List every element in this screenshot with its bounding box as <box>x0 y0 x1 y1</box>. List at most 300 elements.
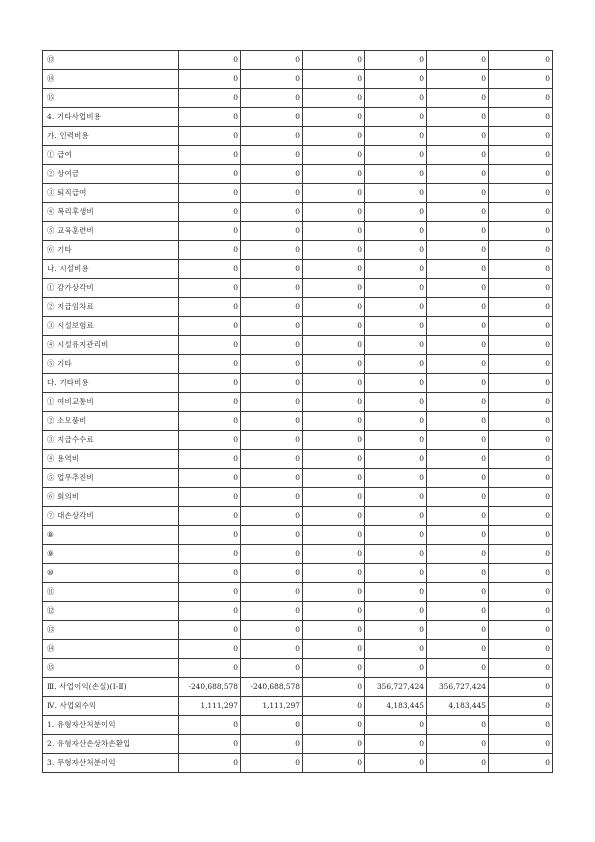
amount-cell: 0 <box>179 564 241 583</box>
amount-cell: 0 <box>365 621 427 640</box>
amount-cell: 0 <box>241 659 303 678</box>
amount-cell: 0 <box>489 222 553 241</box>
amount-cell: 0 <box>427 241 489 260</box>
table-row <box>43 393 553 412</box>
amount-cell: -240,688,578 <box>179 678 241 697</box>
amount-cell: 0 <box>179 146 241 165</box>
amount-cell: 0 <box>427 507 489 526</box>
amount-cell: 0 <box>241 469 303 488</box>
amount-cell: 0 <box>241 336 303 355</box>
table-row <box>43 697 553 716</box>
row-label: ③ 지급수수료 <box>43 431 179 450</box>
amount-cell: 0 <box>365 108 427 127</box>
amount-cell: 0 <box>303 659 365 678</box>
amount-cell: 0 <box>179 507 241 526</box>
table-row <box>43 716 553 735</box>
amount-cell: 0 <box>427 393 489 412</box>
amount-cell: 0 <box>489 469 553 488</box>
amount-cell: 0 <box>241 526 303 545</box>
amount-cell: 0 <box>241 431 303 450</box>
row-label: ④ 용역비 <box>43 450 179 469</box>
amount-cell: 0 <box>427 526 489 545</box>
amount-cell: 0 <box>489 51 553 70</box>
table-row <box>43 488 553 507</box>
amount-cell: 0 <box>179 70 241 89</box>
table-row <box>43 678 553 697</box>
amount-cell: 0 <box>365 89 427 108</box>
amount-cell: 0 <box>303 526 365 545</box>
amount-cell: 0 <box>427 317 489 336</box>
amount-cell: 0 <box>241 621 303 640</box>
table-row <box>43 51 553 70</box>
amount-cell: 0 <box>489 260 553 279</box>
table-row <box>43 127 553 146</box>
amount-cell: 0 <box>427 298 489 317</box>
amount-cell: 0 <box>303 355 365 374</box>
amount-cell: 0 <box>365 412 427 431</box>
row-label: 3. 무형자산처분이익 <box>43 754 179 773</box>
amount-cell: 0 <box>489 564 553 583</box>
amount-cell: 0 <box>303 716 365 735</box>
amount-cell: 0 <box>303 89 365 108</box>
amount-cell: 0 <box>365 127 427 146</box>
amount-cell: 0 <box>303 108 365 127</box>
table-row <box>43 469 553 488</box>
amount-cell: 0 <box>365 146 427 165</box>
amount-cell: 0 <box>489 70 553 89</box>
amount-cell: 0 <box>179 526 241 545</box>
amount-cell: 0 <box>427 146 489 165</box>
row-label: Ⅳ. 사업외수익 <box>43 697 179 716</box>
amount-cell: 0 <box>303 393 365 412</box>
amount-cell: 0 <box>365 735 427 754</box>
amount-cell: 0 <box>365 355 427 374</box>
amount-cell: 0 <box>241 51 303 70</box>
amount-cell: 0 <box>365 184 427 203</box>
row-label: 나. 시설비용 <box>43 260 179 279</box>
row-label: ⑨ <box>43 545 179 564</box>
amount-cell: 0 <box>303 127 365 146</box>
amount-cell: 0 <box>241 146 303 165</box>
amount-cell: 0 <box>365 279 427 298</box>
amount-cell: 0 <box>179 260 241 279</box>
amount-cell: 0 <box>365 488 427 507</box>
amount-cell: 0 <box>365 716 427 735</box>
amount-cell: 0 <box>489 602 553 621</box>
amount-cell: 0 <box>365 336 427 355</box>
amount-cell: 0 <box>179 621 241 640</box>
row-label: 다. 기타비용 <box>43 374 179 393</box>
table-row <box>43 659 553 678</box>
amount-cell: 0 <box>489 526 553 545</box>
amount-cell: 0 <box>427 260 489 279</box>
amount-cell: 0 <box>427 412 489 431</box>
amount-cell: 0 <box>427 203 489 222</box>
amount-cell: 4,183,445 <box>365 697 427 716</box>
amount-cell: 0 <box>241 545 303 564</box>
table-body <box>43 51 553 773</box>
amount-cell: 0 <box>179 431 241 450</box>
amount-cell: 0 <box>179 488 241 507</box>
amount-cell: 0 <box>179 203 241 222</box>
amount-cell: 0 <box>179 241 241 260</box>
row-label: ③ 퇴직급여 <box>43 184 179 203</box>
amount-cell: 0 <box>427 89 489 108</box>
row-label: ⑬ <box>43 51 179 70</box>
amount-cell: 0 <box>489 412 553 431</box>
amount-cell: 0 <box>365 165 427 184</box>
row-label: ① 감가상각비 <box>43 279 179 298</box>
table-row <box>43 545 553 564</box>
amount-cell: 0 <box>241 279 303 298</box>
amount-cell: 0 <box>179 393 241 412</box>
amount-cell: 0 <box>179 165 241 184</box>
amount-cell: 356,727,424 <box>365 678 427 697</box>
table-row <box>43 317 553 336</box>
amount-cell: 0 <box>489 697 553 716</box>
amount-cell: 0 <box>241 640 303 659</box>
table-row <box>43 374 553 393</box>
row-label: ⑤ 업무추진비 <box>43 469 179 488</box>
amount-cell: 0 <box>365 317 427 336</box>
amount-cell: 0 <box>303 51 365 70</box>
amount-cell: 1,111,297 <box>179 697 241 716</box>
amount-cell: 0 <box>489 127 553 146</box>
amount-cell: 0 <box>489 279 553 298</box>
amount-cell: 0 <box>427 621 489 640</box>
amount-cell: 0 <box>427 450 489 469</box>
table-row <box>43 602 553 621</box>
amount-cell: 0 <box>427 735 489 754</box>
row-label: ⑪ <box>43 583 179 602</box>
amount-cell: 0 <box>241 317 303 336</box>
amount-cell: 0 <box>427 602 489 621</box>
amount-cell: 0 <box>489 678 553 697</box>
row-label: ⑦ 대손상각비 <box>43 507 179 526</box>
amount-cell: 0 <box>303 488 365 507</box>
amount-cell: 0 <box>241 260 303 279</box>
amount-cell: 0 <box>427 564 489 583</box>
amount-cell: 0 <box>303 374 365 393</box>
amount-cell: 0 <box>179 127 241 146</box>
table-row <box>43 241 553 260</box>
amount-cell: 0 <box>303 222 365 241</box>
amount-cell: 0 <box>179 374 241 393</box>
amount-cell: 0 <box>303 260 365 279</box>
amount-cell: 0 <box>427 640 489 659</box>
amount-cell: 0 <box>179 716 241 735</box>
amount-cell: 0 <box>365 754 427 773</box>
table-row <box>43 108 553 127</box>
amount-cell: 0 <box>427 754 489 773</box>
amount-cell: 0 <box>179 754 241 773</box>
amount-cell: 0 <box>241 374 303 393</box>
row-label: ⑥ 회의비 <box>43 488 179 507</box>
amount-cell: 0 <box>303 450 365 469</box>
amount-cell: 0 <box>303 165 365 184</box>
table-row <box>43 260 553 279</box>
amount-cell: 0 <box>179 184 241 203</box>
amount-cell: 0 <box>489 583 553 602</box>
amount-cell: 0 <box>365 241 427 260</box>
amount-cell: 0 <box>241 450 303 469</box>
row-label: ② 상여금 <box>43 165 179 184</box>
amount-cell: 0 <box>303 298 365 317</box>
amount-cell: 0 <box>489 146 553 165</box>
amount-cell: 0 <box>303 564 365 583</box>
amount-cell: 0 <box>303 678 365 697</box>
amount-cell: 0 <box>365 659 427 678</box>
amount-cell: 0 <box>303 431 365 450</box>
row-label: ⑫ <box>43 602 179 621</box>
amount-cell: 0 <box>303 279 365 298</box>
row-label: ⑤ 기타 <box>43 355 179 374</box>
amount-cell: 0 <box>427 431 489 450</box>
row-label: ① 급여 <box>43 146 179 165</box>
amount-cell: 0 <box>179 108 241 127</box>
amount-cell: 0 <box>489 640 553 659</box>
amount-cell: 0 <box>303 184 365 203</box>
amount-cell: 0 <box>427 583 489 602</box>
amount-cell: 0 <box>179 317 241 336</box>
amount-cell: 0 <box>303 317 365 336</box>
amount-cell: 0 <box>179 640 241 659</box>
row-label: ② 지급임차료 <box>43 298 179 317</box>
amount-cell: 0 <box>489 393 553 412</box>
amount-cell: 0 <box>365 51 427 70</box>
amount-cell: 0 <box>365 374 427 393</box>
amount-cell: 0 <box>365 393 427 412</box>
amount-cell: 0 <box>427 127 489 146</box>
amount-cell: 0 <box>489 317 553 336</box>
amount-cell: 0 <box>365 431 427 450</box>
amount-cell: 0 <box>179 298 241 317</box>
amount-cell: 0 <box>303 507 365 526</box>
table-row <box>43 165 553 184</box>
table-row <box>43 431 553 450</box>
amount-cell: 0 <box>179 735 241 754</box>
amount-cell: 0 <box>303 697 365 716</box>
table-row <box>43 754 553 773</box>
table-row <box>43 222 553 241</box>
amount-cell: 0 <box>241 735 303 754</box>
table-row <box>43 735 553 754</box>
amount-cell: 0 <box>303 203 365 222</box>
amount-cell: 0 <box>303 146 365 165</box>
amount-cell: 0 <box>241 165 303 184</box>
amount-cell: 0 <box>179 89 241 108</box>
row-label: ② 소모품비 <box>43 412 179 431</box>
amount-cell: 0 <box>427 165 489 184</box>
table-row <box>43 298 553 317</box>
amount-cell: 0 <box>427 488 489 507</box>
row-label: ⑩ <box>43 564 179 583</box>
amount-cell: 0 <box>427 336 489 355</box>
amount-cell: 0 <box>489 241 553 260</box>
amount-cell: 0 <box>489 184 553 203</box>
amount-cell: 1,111,297 <box>241 697 303 716</box>
amount-cell: 0 <box>365 602 427 621</box>
row-label: ④ 시설유지관리비 <box>43 336 179 355</box>
amount-cell: 0 <box>303 545 365 564</box>
row-label: ④ 복리후생비 <box>43 203 179 222</box>
row-label: ⑬ <box>43 621 179 640</box>
amount-cell: 0 <box>303 602 365 621</box>
amount-cell: 0 <box>179 412 241 431</box>
amount-cell: 0 <box>241 241 303 260</box>
amount-cell: 0 <box>179 450 241 469</box>
amount-cell: 0 <box>365 298 427 317</box>
amount-cell: 0 <box>241 355 303 374</box>
amount-cell: 0 <box>489 336 553 355</box>
amount-cell: 0 <box>303 583 365 602</box>
amount-cell: 0 <box>241 393 303 412</box>
amount-cell: 0 <box>179 545 241 564</box>
amount-cell: 0 <box>427 716 489 735</box>
amount-cell: 0 <box>489 165 553 184</box>
amount-cell: 0 <box>489 374 553 393</box>
amount-cell: 0 <box>489 431 553 450</box>
amount-cell: 0 <box>489 621 553 640</box>
amount-cell: 0 <box>427 279 489 298</box>
amount-cell: 0 <box>489 203 553 222</box>
row-label: ⑥ 기타 <box>43 241 179 260</box>
amount-cell: 0 <box>489 716 553 735</box>
amount-cell: 0 <box>365 70 427 89</box>
table-row <box>43 355 553 374</box>
amount-cell: 0 <box>489 488 553 507</box>
amount-cell: 0 <box>303 70 365 89</box>
amount-cell: 0 <box>303 336 365 355</box>
financial-statement-table <box>42 50 553 773</box>
table-row <box>43 507 553 526</box>
row-label: ⑮ <box>43 659 179 678</box>
amount-cell: 0 <box>241 127 303 146</box>
amount-cell: 0 <box>427 469 489 488</box>
amount-cell: 0 <box>241 754 303 773</box>
amount-cell: 0 <box>427 108 489 127</box>
amount-cell: 0 <box>365 222 427 241</box>
amount-cell: 0 <box>241 412 303 431</box>
table-row <box>43 450 553 469</box>
amount-cell: 0 <box>179 659 241 678</box>
amount-cell: 4,183,445 <box>427 697 489 716</box>
amount-cell: 0 <box>427 374 489 393</box>
amount-cell: 0 <box>303 735 365 754</box>
amount-cell: 0 <box>365 469 427 488</box>
row-label: ⑭ <box>43 70 179 89</box>
amount-cell: 0 <box>365 640 427 659</box>
amount-cell: 0 <box>365 507 427 526</box>
amount-cell: 0 <box>241 488 303 507</box>
amount-cell: 0 <box>303 412 365 431</box>
amount-cell: 0 <box>241 298 303 317</box>
amount-cell: 0 <box>427 355 489 374</box>
table-row <box>43 564 553 583</box>
table-row <box>43 184 553 203</box>
amount-cell: 0 <box>303 754 365 773</box>
amount-cell: 0 <box>303 241 365 260</box>
amount-cell: 0 <box>241 203 303 222</box>
amount-cell: 0 <box>365 203 427 222</box>
table-row <box>43 336 553 355</box>
row-label: ⑤ 교육훈련비 <box>43 222 179 241</box>
amount-cell: 0 <box>179 469 241 488</box>
amount-cell: 0 <box>365 564 427 583</box>
amount-cell: 0 <box>365 583 427 602</box>
amount-cell: 0 <box>489 355 553 374</box>
amount-cell: 0 <box>427 659 489 678</box>
amount-cell: 0 <box>241 507 303 526</box>
amount-cell: 0 <box>365 450 427 469</box>
row-label: 4. 기타사업비용 <box>43 108 179 127</box>
row-label: ① 여비교통비 <box>43 393 179 412</box>
table-row <box>43 146 553 165</box>
row-label: ⑮ <box>43 89 179 108</box>
amount-cell: 0 <box>179 222 241 241</box>
amount-cell: 0 <box>241 70 303 89</box>
row-label: 2. 유형자산손상차손환입 <box>43 735 179 754</box>
amount-cell: 0 <box>179 336 241 355</box>
amount-cell: 0 <box>427 545 489 564</box>
table-row <box>43 89 553 108</box>
row-label: ⑭ <box>43 640 179 659</box>
amount-cell: 0 <box>179 279 241 298</box>
table-row <box>43 621 553 640</box>
amount-cell: 0 <box>427 222 489 241</box>
table-row <box>43 70 553 89</box>
amount-cell: 0 <box>241 184 303 203</box>
row-label: ⑧ <box>43 526 179 545</box>
amount-cell: 0 <box>179 51 241 70</box>
amount-cell: 356,727,424 <box>427 678 489 697</box>
table-row <box>43 526 553 545</box>
amount-cell: 0 <box>365 526 427 545</box>
row-label: 1. 유형자산처분이익 <box>43 716 179 735</box>
amount-cell: 0 <box>489 659 553 678</box>
table-row <box>43 279 553 298</box>
amount-cell: 0 <box>489 754 553 773</box>
amount-cell: 0 <box>241 602 303 621</box>
amount-cell: 0 <box>365 260 427 279</box>
amount-cell: 0 <box>303 640 365 659</box>
table-row <box>43 583 553 602</box>
amount-cell: 0 <box>241 716 303 735</box>
table-row <box>43 203 553 222</box>
amount-cell: 0 <box>489 89 553 108</box>
amount-cell: 0 <box>241 89 303 108</box>
row-label: 가. 인력비용 <box>43 127 179 146</box>
amount-cell: 0 <box>303 469 365 488</box>
amount-cell: 0 <box>489 735 553 754</box>
amount-cell: 0 <box>427 51 489 70</box>
amount-cell: 0 <box>489 545 553 564</box>
amount-cell: 0 <box>427 70 489 89</box>
amount-cell: 0 <box>241 222 303 241</box>
amount-cell: 0 <box>489 298 553 317</box>
amount-cell: 0 <box>241 564 303 583</box>
amount-cell: 0 <box>489 108 553 127</box>
table-row <box>43 412 553 431</box>
row-label: ③ 시설보험료 <box>43 317 179 336</box>
amount-cell: 0 <box>241 583 303 602</box>
amount-cell: 0 <box>365 545 427 564</box>
amount-cell: 0 <box>179 602 241 621</box>
amount-cell: 0 <box>241 108 303 127</box>
amount-cell: 0 <box>489 507 553 526</box>
amount-cell: 0 <box>179 355 241 374</box>
amount-cell: 0 <box>489 450 553 469</box>
